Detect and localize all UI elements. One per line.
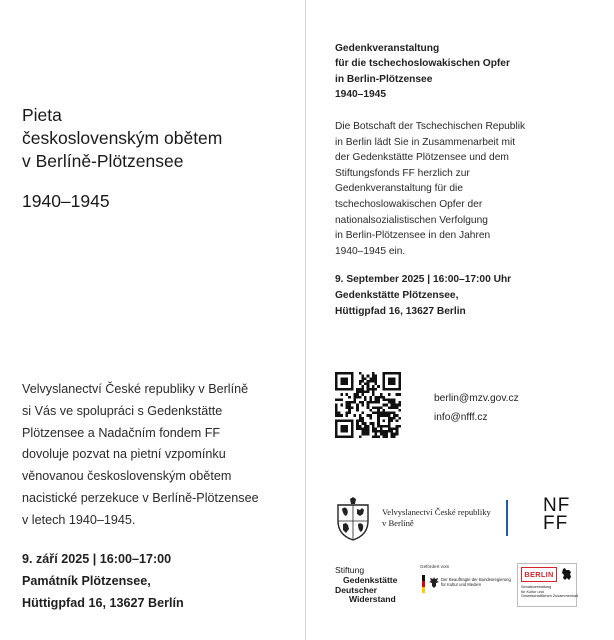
czech-title-line: československým obětem: [22, 128, 223, 148]
german-heading: [335, 41, 510, 102]
czech-event-date: 9. září 2025 | 16:00–17:00: [22, 552, 172, 566]
czech-body-line: věnovanou československým obětem: [22, 469, 232, 484]
bund-logo-line: für Kultur und Medien: [441, 582, 482, 588]
german-body-line: in Berlin lädt Sie in Zusammenarbeit mit: [335, 136, 516, 148]
german-event-venue: Gedenkstätte Plötzensee,: [335, 290, 459, 301]
german-flag-icon: [422, 575, 425, 593]
bund-logo-line: Der Beauftragte der Bundesregierung: [441, 577, 511, 582]
german-body-line: Stiftungsfonds FF herzlich zur: [335, 167, 470, 179]
german-body-line: 1940–1945 ein.: [335, 245, 406, 257]
czech-event-venue: Památník Plötzensee,: [22, 573, 151, 588]
stiftung-logo-line: Widerstand: [349, 594, 396, 605]
berlin-logo-line: Senatsverwaltung: [521, 585, 552, 589]
berlin-bear-icon: [561, 567, 572, 581]
berlin-logo-word: BERLIN: [521, 567, 557, 582]
german-body-line: tschechoslowakischen Opfer der: [335, 198, 483, 210]
german-event-date: 9. September 2025 | 16:00–17:00 Uhr: [335, 274, 512, 285]
embassy-logo-divider: [506, 500, 508, 536]
german-heading-line: 1940–1945: [335, 88, 386, 100]
czech-body-line: v letech 1940–1945.: [22, 512, 136, 527]
czech-body-line: Plötzensee a Nadačním fondem FF: [22, 425, 221, 440]
bund-logo-text: [441, 577, 511, 587]
czech-title: [22, 104, 222, 173]
german-heading-line: Gedenkveranstaltung: [335, 43, 440, 54]
german-body-line: in Berlin-Plötzensee in den Jahren: [335, 230, 491, 242]
german-body-line: Die Botschaft der Tschechischen Republik: [335, 121, 526, 132]
stiftung-logo-line: Deutscher: [335, 584, 378, 595]
czech-title-line: v Berlíně-Plötzensee: [22, 151, 184, 171]
contact-emails: [434, 389, 519, 427]
berlin-logo-subtext: [521, 585, 578, 599]
federal-eagle-icon: [429, 576, 439, 588]
qr-code-icon[interactable]: [335, 372, 401, 438]
stiftung-gedenkstaette-logo: [335, 566, 397, 605]
german-heading-line: in Berlin-Plötzensee: [335, 73, 433, 85]
czech-years: 1940–1945: [22, 191, 110, 211]
berlin-logo-line: Gesellschaftlichen Zusammenhalt: [521, 594, 578, 599]
bund-funding-label: Gefördert vom: [420, 564, 450, 569]
czech-title-line: Pieta: [22, 105, 62, 125]
czech-body-line: dovoluje pozvat na pietní vzpomínku: [22, 447, 226, 462]
czech-body-line: si Vás ve spolupráci s Gedenkstätte: [22, 403, 223, 418]
fold-line: [305, 0, 306, 640]
german-event-address: Hüttigpfad 16, 13627 Berlin: [335, 306, 466, 317]
embassy-logo-line: v Berlíně: [382, 518, 414, 528]
berlin-logo-line: für Kultur und: [521, 589, 544, 594]
czech-body-line: nacistické perzekuce v Berlíně-Plötzensee: [22, 490, 259, 505]
german-heading-line: für die tschechoslowakischen Opfer: [335, 58, 510, 70]
czech-coat-of-arms-icon: [335, 497, 371, 541]
czech-event-details: [22, 549, 184, 614]
german-body-line: nationalsozialistischen Verfolgung: [335, 214, 488, 226]
nfff-logo-line: NF: [543, 495, 571, 516]
czech-invitation-text: [22, 379, 297, 532]
czech-body-line: Velvyslanectví České republiky v Berlíně: [22, 382, 249, 396]
stiftung-logo-line: Stiftung: [335, 565, 365, 575]
german-body-line: Gedenkveranstaltung für die: [335, 183, 463, 195]
german-invitation-text: [335, 119, 525, 259]
stiftung-logo-line: Gedenkstätte: [343, 574, 398, 585]
embassy-logo-line: Velvyslanectví České republiky: [382, 507, 491, 517]
nfff-logo: [543, 497, 570, 533]
email-link-nfff[interactable]: info@nfff.cz: [434, 412, 488, 423]
email-link-embassy[interactable]: berlin@mzv.gov.cz: [434, 393, 519, 404]
nfff-logo-line: FF: [543, 513, 569, 534]
german-body-line: der Gedenkstätte Plötzensee und dem: [335, 152, 509, 164]
czech-event-address: Hüttigpfad 16, 13627 Berlín: [22, 595, 184, 610]
german-event-details: [335, 272, 511, 320]
embassy-logo-text: [382, 507, 491, 529]
